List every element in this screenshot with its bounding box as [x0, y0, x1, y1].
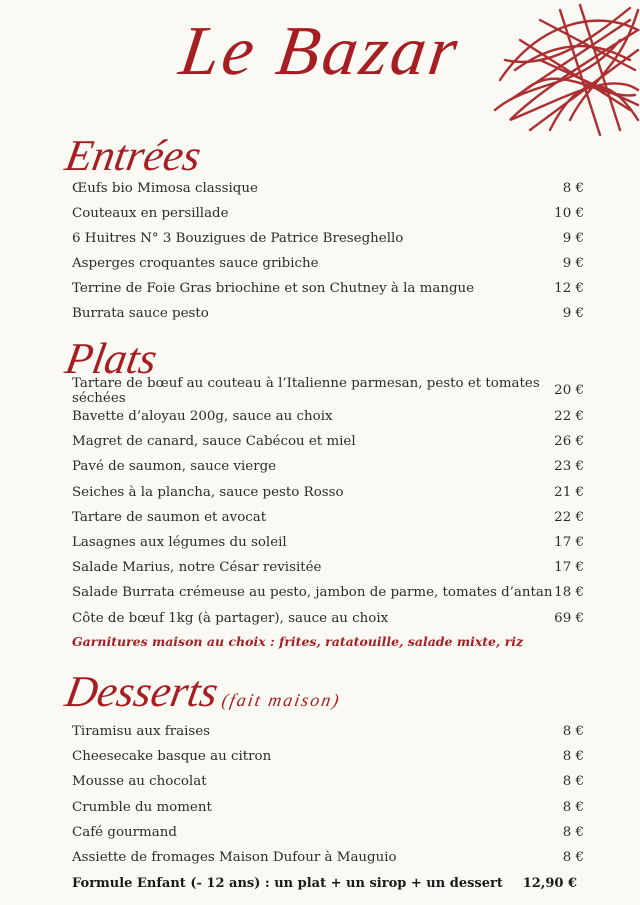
item-price: 8 €	[562, 724, 584, 739]
item-price: 17 €	[554, 560, 584, 575]
item-name: Couteaux en persillade	[72, 206, 229, 221]
item-price: 17 €	[554, 535, 584, 550]
menu-item	[72, 744, 584, 769]
item-name: Assiette de fromages Maison Dufour à Mauguio	[72, 850, 397, 865]
menu-item	[72, 454, 584, 479]
menu-item	[72, 719, 584, 744]
menu-item	[72, 404, 584, 429]
item-name: Côte de bœuf 1kg (à partager), sauce au choix	[72, 611, 389, 626]
item-name: Tartare de bœuf au couteau à l’Italienne parmesan, pesto et tomates séchées	[72, 375, 540, 406]
menu-item	[72, 580, 584, 605]
formula-price: 12,90 €	[522, 876, 577, 891]
item-name: Tartare de saumon et avocat	[72, 510, 267, 525]
menu-item	[72, 555, 584, 580]
item-name: Terrine de Foie Gras briochine et son Chutney à la mangue	[72, 281, 475, 296]
scribble-decoration	[480, 0, 640, 140]
menu-item	[72, 301, 584, 326]
item-name: Tiramisu aux fraises	[72, 724, 211, 739]
menu-item	[72, 795, 584, 820]
item-name: Œufs bio Mimosa classique	[72, 181, 258, 196]
item-price: 22 €	[554, 510, 584, 525]
menu-item	[72, 375, 584, 406]
item-name: Salade Marius, notre César revisitée	[72, 560, 322, 575]
menu-item	[72, 429, 584, 454]
section-title-entrees: Entrées	[61, 131, 205, 180]
item-name: Lasagnes aux légumes du soleil	[72, 535, 287, 550]
desserts-title-text: Desserts	[61, 667, 222, 716]
menu-item	[72, 201, 584, 226]
item-name: Crumble du moment	[72, 800, 212, 815]
desserts-subtitle: (fait maison)	[220, 690, 343, 710]
item-price: 22 €	[554, 409, 584, 424]
item-name: Cheesecake basque au citron	[72, 749, 272, 764]
restaurant-title: Le Bazar	[175, 13, 465, 90]
menu-item	[72, 276, 584, 301]
menu-item	[72, 226, 584, 251]
item-price: 10 €	[554, 206, 584, 221]
item-price: 18 €	[554, 585, 584, 600]
item-price: 23 €	[554, 459, 584, 474]
menu-item	[72, 480, 584, 505]
item-name: Mousse au chocolat	[72, 774, 207, 789]
item-price: 26 €	[554, 434, 584, 449]
menu-item	[72, 820, 584, 845]
item-price: 69 €	[554, 611, 584, 626]
item-price: 9 €	[562, 306, 584, 321]
item-price: 8 €	[562, 774, 584, 789]
formula-label: Formule Enfant (- 12 ans) : un plat + un sirop + un dessert	[72, 876, 503, 891]
kids-menu-formula	[72, 876, 577, 891]
item-name: 6 Huitres N° 3 Bouzigues de Patrice Breseghello	[72, 231, 404, 246]
menu-item	[72, 845, 584, 870]
garnish-note: Garnitures maison au choix : frites, ratatouille, salade mixte, riz	[72, 634, 524, 649]
item-price: 8 €	[562, 800, 584, 815]
item-name: Seiches à la plancha, sauce pesto Rosso	[72, 485, 344, 500]
item-price: 9 €	[562, 231, 584, 246]
item-name: Pavé de saumon, sauce vierge	[72, 459, 277, 474]
item-price: 20 €	[554, 383, 584, 398]
item-price: 21 €	[554, 485, 584, 500]
item-name: Asperges croquantes sauce gribiche	[72, 256, 319, 271]
menu-item	[72, 769, 584, 794]
section-title-plats: Plats	[61, 334, 161, 383]
menu-item	[72, 505, 584, 530]
item-price: 8 €	[562, 850, 584, 865]
section-title-desserts	[62, 666, 347, 717]
item-price: 12 €	[554, 281, 584, 296]
item-price: 8 €	[562, 825, 584, 840]
menu-item	[72, 530, 584, 555]
item-name: Café gourmand	[72, 825, 177, 840]
item-price: 9 €	[562, 256, 584, 271]
item-price: 8 €	[562, 749, 584, 764]
item-name: Salade Burrata crémeuse au pesto, jambon de parme, tomates d’antan	[72, 585, 553, 600]
item-name: Burrata sauce pesto	[72, 306, 209, 321]
item-price: 8 €	[562, 181, 584, 196]
menu-item	[72, 176, 584, 201]
item-name: Bavette d’aloyau 200g, sauce au choix	[72, 409, 333, 424]
menu-item	[72, 606, 584, 631]
menu-item	[72, 251, 584, 276]
item-name: Magret de canard, sauce Cabécou et miel	[72, 434, 356, 449]
